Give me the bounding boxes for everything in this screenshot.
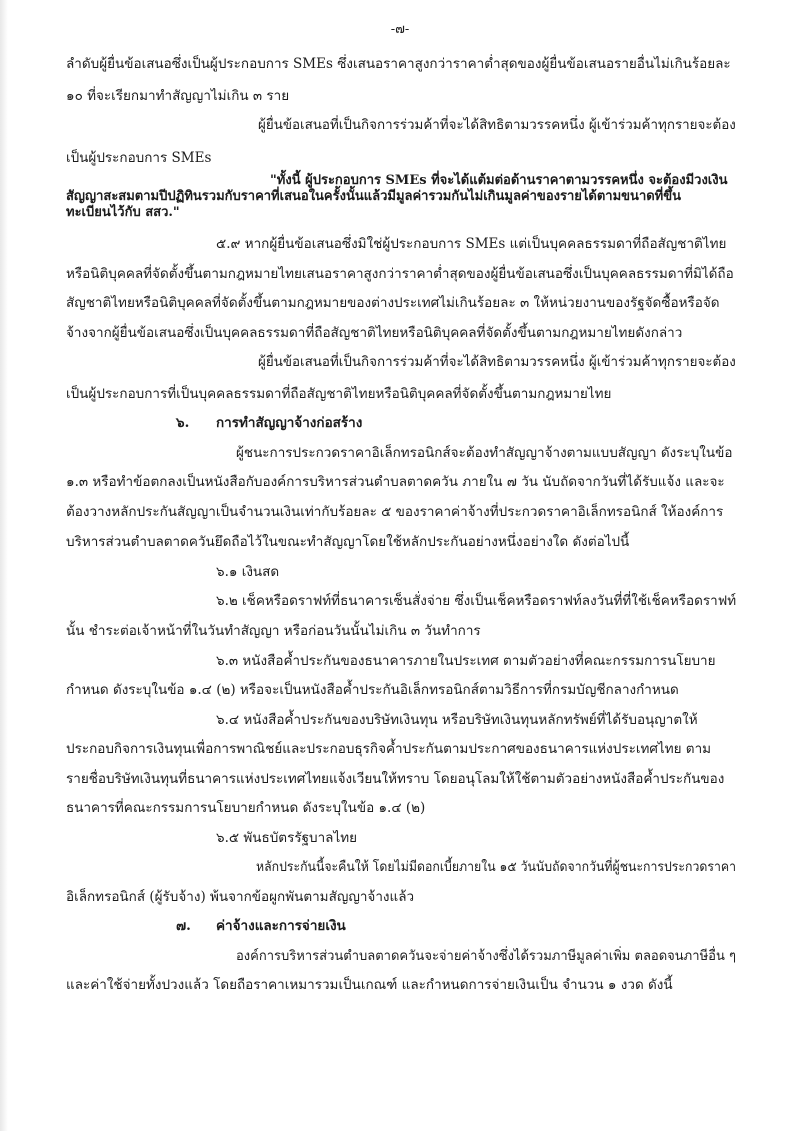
- clause-5-9: ๕.๙ หากผู้ยื่นข้อเสนอซึ่งมิใช่ผู้ประกอบการ SMEs แต่เป็นบุคคลธรรมดาที่ถือสัญชาติไทย: [216, 236, 727, 252]
- section-7-number: ๗.: [176, 918, 191, 934]
- text-line: ธนาคารที่คณะกรรมการนโยบายกำหนด ดังระบุในข้อ ๑.๔ (๒): [66, 800, 426, 816]
- text-line: ผู้ชนะการประกวดราคาอิเล็กทรอนิกส์จะต้องทำสัญญาจ้างตามแบบสัญญา ดังระบุในข้อ: [236, 445, 733, 461]
- section-6-number: ๖.: [176, 415, 190, 431]
- clause-6-5: ๖.๕ พันธบัตรรัฐบาลไทย: [216, 830, 358, 846]
- text-line: หรือนิติบุคคลที่จัดตั้งขึ้นตามกฎหมายไทยเสนอราคาสูงกว่าราคาต่ำสุดของผู้ยื่นข้อเสนอซึ่งเป็นบุคคลธรรมดาที่มิได้ถือ: [66, 266, 734, 282]
- clause-6-2: ๖.๒ เช็คหรือดราฟท์ที่ธนาคารเซ็นสั่งจ่าย ซึ่งเป็นเช็คหรือดราฟท์ลงวันที่ที่ใช้เช็คหรือดราฟท์: [216, 593, 737, 609]
- text-line: ลำดับผู้ยื่นข้อเสนอซึ่งเป็นผู้ประกอบการ SMEs ซึ่งเสนอราคาสูงกว่าราคาต่ำสุดของผู้ยื่นข้อเสนอรายอื่นไม่เกินร้อยละ: [66, 56, 731, 72]
- text-line: เป็นผู้ประกอบการที่เป็นบุคคลธรรมดาที่ถือสัญชาติไทยหรือนิติบุคคลที่จัดตั้งขึ้นตามกฎหมายไทย: [66, 386, 612, 402]
- clause-6-4: ๖.๔ หนังสือค้ำประกันของบริษัทเงินทุน หรือบริษัทเงินทุนหลักทรัพย์ที่ได้รับอนุญาตให้: [216, 712, 698, 728]
- text-line: ผู้ยื่นข้อเสนอที่เป็นกิจการร่วมค้าที่จะได้สิทธิตามวรรคหนึ่ง ผู้เข้าร่วมค้าทุกรายจะต้อง: [258, 117, 736, 133]
- text-line: ผู้ยื่นข้อเสนอที่เป็นกิจการร่วมค้าที่จะได้สิทธิตามวรรคหนึ่ง ผู้เข้าร่วมค้าทุกรายจะต้อง: [258, 354, 736, 370]
- text-line: หลักประกันนี้จะคืนให้ โดยไม่มีดอกเบี้ยภายใน ๑๕ วันนับถัดจากวันที่ผู้ชนะการประกวดราคา: [256, 859, 737, 875]
- clause-6-3: ๖.๓ หนังสือค้ำประกันของธนาคารภายในประเทศ ตามตัวอย่างที่คณะกรรมการนโยบาย: [216, 653, 716, 669]
- text-line: ๑๐ ที่จะเรียกมาทำสัญญาไม่เกิน ๓ ราย: [66, 88, 290, 104]
- section-7-heading: ค่าจ้างและการจ่ายเงิน: [216, 918, 346, 934]
- quoted-condition-line: "ทั้งนี้ ผู้ประกอบการ SMEs ที่จะได้แต้มต่อด้านราคาตามวรรคหนึ่ง จะต้องมีวงเงิน: [270, 173, 728, 188]
- text-line: กำหนด ดังระบุในข้อ ๑.๔ (๒) หรือจะเป็นหนังสือค้ำประกันอิเล็กทรอนิกส์ตามวิธีการที่กรมบัญชีกลางกำหนด: [66, 682, 679, 698]
- scan-edge: [0, 0, 8, 1131]
- text-line: นั้น ชำระต่อเจ้าหน้าที่ในวันทำสัญญา หรือก่อนวันนั้นไม่เกิน ๓ วันทำการ: [66, 623, 481, 639]
- text-line: อิเล็กทรอนิกส์ (ผู้รับจ้าง) พ้นจากข้อผูกพันตามสัญญาจ้างแล้ว: [66, 889, 415, 905]
- quoted-condition-line: สัญญาสะสมตามปีปฏิทินรวมกับราคาที่เสนอในครั้งนั้นแล้วมีมูลค่ารวมกันไม่เกินมูลค่าของรายได้ตามขนาดที่ขึ้น: [66, 189, 682, 204]
- text-line: สัญชาติไทยหรือนิติบุคคลที่จัดตั้งขึ้นตามกฎหมายของต่างประเทศไม่เกินร้อยละ ๓ ให้หน่วยงานของรัฐจัดซื้อหรือจัด: [66, 295, 720, 311]
- text-line: ๑.๓ หรือทำข้อตกลงเป็นหนังสือกับองค์การบริหารส่วนตำบลตาดควัน ภายใน ๗ วัน นับถัดจากวันที่ได้รับแจ้ง และจะ: [66, 474, 725, 490]
- page-number: -๗-: [390, 22, 410, 37]
- text-line: องค์การบริหารส่วนตำบลตาดควันจะจ่ายค่าจ้างซึ่งได้รวมภาษีมูลค่าเพิ่ม ตลอดจนภาษีอื่น ๆ: [236, 948, 736, 964]
- text-line: เป็นผู้ประกอบการ SMEs: [66, 150, 212, 166]
- text-line: บริหารส่วนตำบลตาดควันยึดถือไว้ในขณะทำสัญญาโดยใช้หลักประกันอย่างหนึ่งอย่างใด ดังต่อไปนี้: [66, 534, 630, 550]
- section-6-heading: การทำสัญญาจ้างก่อสร้าง: [216, 415, 363, 431]
- text-line: รายชื่อบริษัทเงินทุนที่ธนาคารแห่งประเทศไทยแจ้งเวียนให้ทราบ โดยอนุโลมให้ใช้ตามตัวอย่างหนังสือค้ำประกันของ: [66, 771, 725, 787]
- text-line: และค่าใช้จ่ายทั้งปวงแล้ว โดยถือราคาเหมารวมเป็นเกณฑ์ และกำหนดการจ่ายเงินเป็น จำนวน ๑ งวด ดังนี้: [66, 977, 673, 993]
- text-line: ต้องวางหลักประกันสัญญาเป็นจำนวนเงินเท่ากับร้อยละ ๕ ของราคาค่าจ้างที่ประกวดราคาอิเล็กทรอนิกส์ ให้องค์การ: [66, 504, 724, 520]
- text-line: ประกอบกิจการเงินทุนเพื่อการพาณิชย์และประกอบธุรกิจค้ำประกันตามประกาศของธนาคารแห่งประเทศไทย ตาม: [66, 741, 712, 757]
- text-line: จ้างจากผู้ยื่นข้อเสนอซึ่งเป็นบุคคลธรรมดาที่ถือสัญชาติไทยหรือนิติบุคคลที่จัดตั้งขึ้นตามกฎหมายไทยดังกล่าว: [66, 325, 683, 341]
- quoted-condition-line: ทะเบียนไว้กับ สสว.": [66, 205, 180, 220]
- clause-6-1: ๖.๑ เงินสด: [216, 564, 280, 580]
